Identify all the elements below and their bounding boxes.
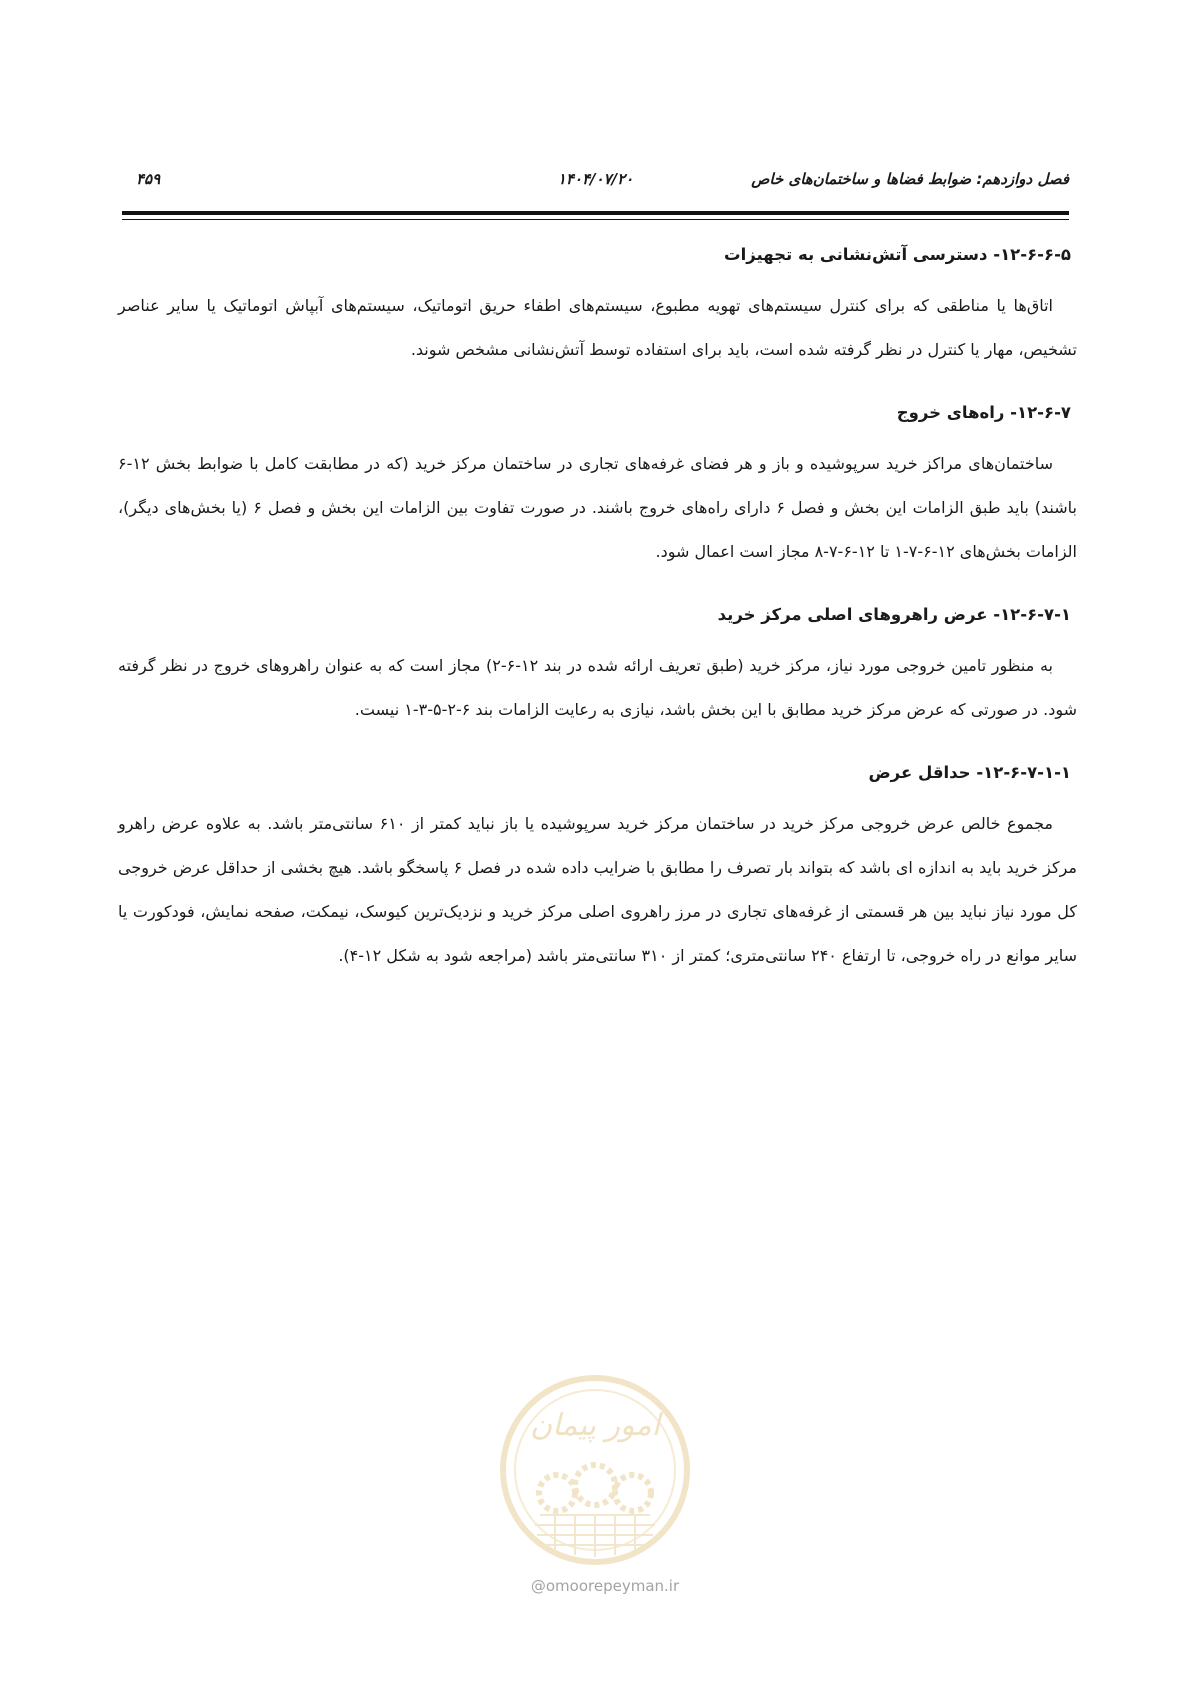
- chapter-title: فصل دوازدهم: ضوابط فضاها و ساختمان‌های خاص: [751, 170, 1069, 188]
- header-date: ۱۴۰۴/۰۷/۲۰: [557, 170, 634, 188]
- section-heading: ۱۲-۶-۶-۵- دسترسی آتش‌نشانی به تجهیزات: [723, 245, 1071, 264]
- section-heading: ۱۲-۶-۷-۱- عرض راهروهای اصلی مرکز خرید: [717, 605, 1071, 624]
- section-paragraph: ساختمان‌های مراکز خرید سرپوشیده و باز و هر فضای غرفه‌های تجاری در ساختمان مرکز خرید (که در مطابقت کامل با ضوابط بخش ۱۲-۶ باشند) باید طبق الزامات این بخش و فصل ۶ دارای راه‌های خروج باشند. در صورت تفاوت بین الزامات این بخش و فصل ۶ (یا بخش‌های دیگر)، الزامات بخش‌های ۱۲-۶-۷-۱ تا ۱۲-۶-۷-۸ مجاز است اعمال شود.: [118, 454, 1077, 561]
- section-paragraph: مجموع خالص عرض خروجی مرکز خرید در ساختمان مرکز خرید سرپوشیده یا باز نباید کمتر از ۶۱۰ سانتی‌متر باشد. به علاوه عرض راهرو مرکز خرید باید به اندازه ای باشد که بتواند بار تصرف را مطابق با ضرایب داده شده در فصل ۶ پاسخگو باشد. هیچ بخشی از حداقل عرض خروجی کل مورد نیاز نباید بین هر قسمتی از غرفه‌های تجاری در مرز راهروی اصلی مرکز خرید و نزدیک‌ترین کیوسک، نیمکت، صفحه نمایش، فودکورت یا سایر موانع در راه خروجی، تا ارتفاع ۲۴۰ سانتی‌متری؛ کمتر از ۳۱۰ سانتی‌متر باشد (مراجعه شود به شکل ۱۲-۴).: [118, 814, 1077, 965]
- header-rule-thick: [122, 211, 1069, 215]
- section-paragraph: به منظور تامین خروجی مورد نیاز، مرکز خرید (طبق تعریف ارائه شده در بند ۱۲-۶-۲) مجاز است که به عنوان راهروهای خروج در نظر گرفته شود. در صورتی که عرض مرکز خرید مطابق با این بخش باشد، نیازی به رعایت الزامات بند ۶-۲-۵-۳-۱ نیست.: [118, 656, 1077, 719]
- page-number: ۴۵۹: [136, 170, 161, 188]
- document-body: [118, 240, 1077, 978]
- section-heading: ۱۲-۶-۷- راه‌های خروج: [896, 403, 1071, 422]
- watermark-logo-text: امور پیمان: [530, 1408, 660, 1443]
- section-heading: ۱۲-۶-۷-۱-۱- حداقل عرض: [868, 763, 1071, 782]
- page-header: [122, 170, 1069, 200]
- watermark-logo: [495, 1365, 695, 1575]
- watermark-url: @omoorepeyman.ir: [530, 1577, 680, 1595]
- section-paragraph: اتاق‌ها یا مناطقی که برای کنترل سیستم‌های تهویه مطبوع، سیستم‌های اطفاء حریق اتوماتیک، سیستم‌های آبپاش اتوماتیک یا سایر عناصر تشخیص، مهار یا کنترل در نظر گرفته شده است، باید برای استفاده توسط آتش‌نشانی مشخص شوند.: [118, 296, 1077, 359]
- header-rule-thin: [122, 219, 1069, 220]
